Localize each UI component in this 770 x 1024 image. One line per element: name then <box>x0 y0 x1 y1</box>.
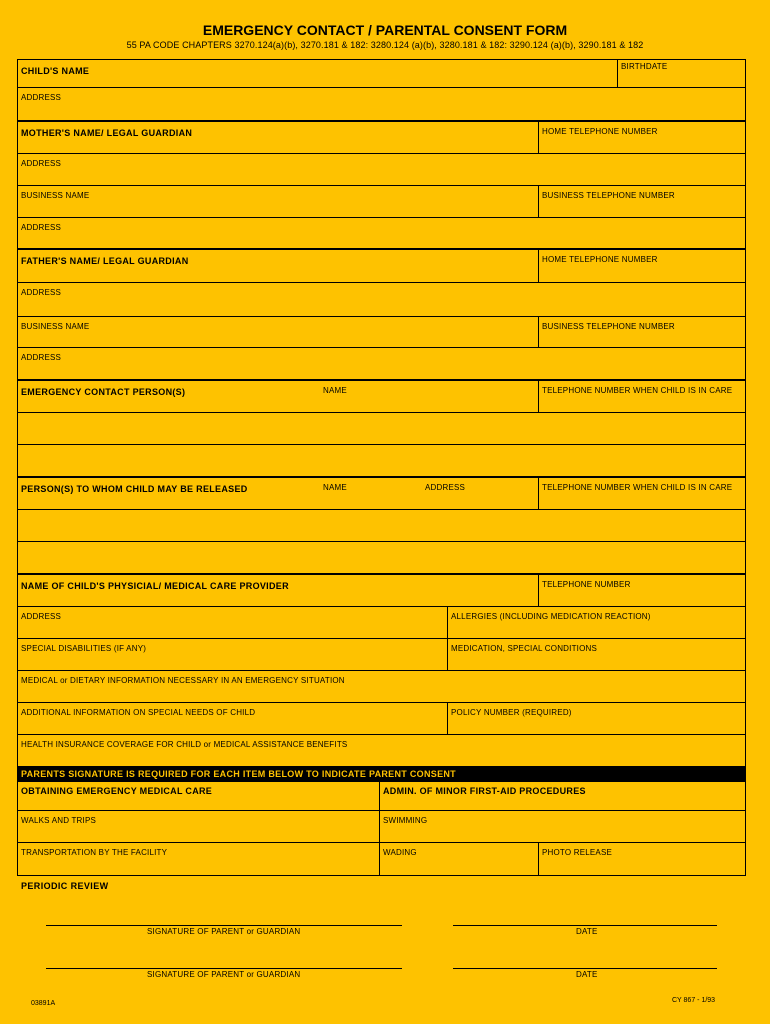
wading-label: WADING <box>383 848 417 857</box>
mother-business-address-label: ADDRESS <box>21 223 62 232</box>
consent-row-3 <box>18 843 745 875</box>
birthdate-field[interactable] <box>617 60 745 87</box>
special-disabilities-label: SPECIAL DISABILITIES (IF ANY) <box>21 644 147 653</box>
physician-address-label: ADDRESS <box>21 612 62 621</box>
policy-number-field[interactable] <box>447 703 745 734</box>
childs-name-field[interactable] <box>18 60 617 87</box>
medication-field[interactable] <box>447 639 745 670</box>
release-name-label: NAME <box>323 483 347 492</box>
release-persons-label: PERSON(S) TO WHOM CHILD MAY BE RELEASED <box>21 484 248 494</box>
medication-label: MEDICATION, SPECIAL CONDITIONS <box>451 644 598 653</box>
emergency-medical-label: OBTAINING EMERGENCY MEDICAL CARE <box>21 786 213 796</box>
emergency-contact-line-1[interactable] <box>18 413 745 445</box>
mother-address-row[interactable] <box>18 154 745 186</box>
medical-dietary-label: MEDICAL or DIETARY INFORMATION NECESSARY IN AN EMERGENCY SITUATION <box>21 676 345 685</box>
emergency-contact-label: EMERGENCY CONTACT PERSON(S) <box>21 387 186 397</box>
consent-row-2 <box>18 811 745 843</box>
father-business-row <box>18 317 745 348</box>
mother-business-name-label: BUSINESS NAME <box>21 191 90 200</box>
physician-phone-label: TELEPHONE NUMBER <box>542 580 631 589</box>
mother-home-phone-field[interactable] <box>538 122 745 153</box>
form-code: 03891A <box>31 1000 56 1007</box>
emergency-phone-field[interactable] <box>538 381 745 412</box>
physician-row <box>18 575 745 607</box>
form-id: CY 867 - 1/93 <box>672 997 716 1004</box>
mother-business-phone-field[interactable] <box>538 186 745 217</box>
first-aid-label: ADMIN. OF MINOR FIRST-AID PROCEDURES <box>383 786 586 796</box>
release-address-label: ADDRESS <box>425 483 466 492</box>
form-title: EMERGENCY CONTACT / PARENTAL CONSENT FORM <box>202 22 568 38</box>
disabilities-row <box>18 639 745 671</box>
physician-field[interactable] <box>18 575 538 606</box>
father-business-phone-label: BUSINESS TELEPHONE NUMBER <box>542 322 675 331</box>
child-address-label: ADDRESS <box>21 93 62 102</box>
mother-home-phone-label: HOME TELEPHONE NUMBER <box>542 127 658 136</box>
mother-business-phone-label: BUSINESS TELEPHONE NUMBER <box>542 191 675 200</box>
father-name-field[interactable] <box>18 250 538 282</box>
additional-info-row <box>18 703 745 735</box>
father-business-address-row[interactable] <box>18 348 745 381</box>
mother-business-name-field[interactable] <box>18 186 538 217</box>
father-home-phone-label: HOME TELEPHONE NUMBER <box>542 255 658 264</box>
childs-name-label: CHILD'S NAME <box>21 66 90 76</box>
father-home-phone-field[interactable] <box>538 250 745 282</box>
consent-banner: PARENTS SIGNATURE IS REQUIRED FOR EACH ITEM BELOW TO INDICATE PARENT CONSENT <box>18 767 745 782</box>
mother-business-row <box>18 186 745 218</box>
first-aid-consent-field[interactable] <box>379 782 745 810</box>
mother-business-address-row[interactable] <box>18 218 745 250</box>
transportation-consent-field[interactable] <box>18 843 379 875</box>
birthdate-label: BIRTHDATE <box>621 62 668 71</box>
consent-row-1 <box>18 782 745 811</box>
walks-trips-consent-field[interactable] <box>18 811 379 842</box>
father-address-row[interactable] <box>18 283 745 317</box>
signature-label-1: SIGNATURE OF PARENT or GUARDIAN <box>147 927 301 936</box>
photo-release-label: PHOTO RELEASE <box>542 848 613 857</box>
signature-label-2: SIGNATURE OF PARENT or GUARDIAN <box>147 970 301 979</box>
mother-row <box>18 122 745 154</box>
date-line-1[interactable] <box>453 925 717 926</box>
additional-info-label: ADDITIONAL INFORMATION ON SPECIAL NEEDS OF CHILD <box>21 708 256 717</box>
medical-dietary-row[interactable] <box>18 671 745 703</box>
father-address-label: ADDRESS <box>21 288 62 297</box>
physician-label: NAME OF CHILD'S PHYSICIAL/ MEDICAL CARE PROVIDER <box>21 581 289 591</box>
policy-number-label: POLICY NUMBER (REQUIRED) <box>451 708 572 717</box>
release-phone-field[interactable] <box>538 478 745 509</box>
mother-name-label: MOTHER'S NAME/ LEGAL GUARDIAN <box>21 128 193 138</box>
additional-info-field[interactable] <box>18 703 447 734</box>
father-row <box>18 250 745 283</box>
emergency-contact-field[interactable] <box>18 381 538 412</box>
release-line-1[interactable] <box>18 510 745 542</box>
swimming-label: SWIMMING <box>383 816 428 825</box>
swimming-consent-field[interactable] <box>379 811 745 842</box>
child-address-row[interactable] <box>18 88 745 122</box>
health-insurance-row[interactable] <box>18 735 745 767</box>
father-business-phone-field[interactable] <box>538 317 745 347</box>
special-disabilities-field[interactable] <box>18 639 447 670</box>
emergency-contact-line-2[interactable] <box>18 445 745 478</box>
date-label-2: DATE <box>576 970 598 979</box>
childs-name-row <box>18 60 745 88</box>
walks-trips-label: WALKS AND TRIPS <box>21 816 97 825</box>
transportation-label: TRANSPORTATION BY THE FACILITY <box>21 848 168 857</box>
physician-address-row <box>18 607 745 639</box>
date-label-1: DATE <box>576 927 598 936</box>
father-business-name-field[interactable] <box>18 317 538 347</box>
form-table <box>17 59 746 876</box>
date-line-2[interactable] <box>453 968 717 969</box>
physician-phone-field[interactable] <box>538 575 745 606</box>
health-insurance-label: HEALTH INSURANCE COVERAGE FOR CHILD or MEDICAL ASSISTANCE BENEFITS <box>21 740 348 749</box>
mother-address-label: ADDRESS <box>21 159 62 168</box>
form-subtitle: 55 PA CODE CHAPTERS 3270.124(a)(b), 3270.181 & 182: 3280.124 (a)(b), 3280.181 & 182: 3290.124 (a)(b), 3290.181 & 182 <box>126 40 644 50</box>
wading-consent-field[interactable] <box>379 843 538 875</box>
allergies-field[interactable] <box>447 607 745 638</box>
physician-address-field[interactable] <box>18 607 447 638</box>
father-business-address-label: ADDRESS <box>21 353 62 362</box>
release-phone-label: TELEPHONE NUMBER WHEN CHILD IS IN CARE <box>542 483 733 492</box>
signature-line-2[interactable] <box>46 968 402 969</box>
father-name-label: FATHER'S NAME/ LEGAL GUARDIAN <box>21 256 189 266</box>
release-persons-field[interactable] <box>18 478 538 509</box>
father-business-name-label: BUSINESS NAME <box>21 322 90 331</box>
release-line-2[interactable] <box>18 542 745 575</box>
photo-release-consent-field[interactable] <box>538 843 745 875</box>
emergency-contact-header-row <box>18 381 745 413</box>
periodic-review-heading: PERIODIC REVIEW <box>21 881 109 891</box>
emergency-medical-consent-field[interactable] <box>18 782 379 810</box>
release-header-row <box>18 478 745 510</box>
emergency-phone-label: TELEPHONE NUMBER WHEN CHILD IS IN CARE <box>542 386 733 395</box>
emergency-name-label: NAME <box>323 386 347 395</box>
allergies-label: ALLERGIES (INCLUDING MEDICATION REACTION) <box>451 612 651 621</box>
mother-name-field[interactable] <box>18 122 538 153</box>
signature-line-1[interactable] <box>46 925 402 926</box>
